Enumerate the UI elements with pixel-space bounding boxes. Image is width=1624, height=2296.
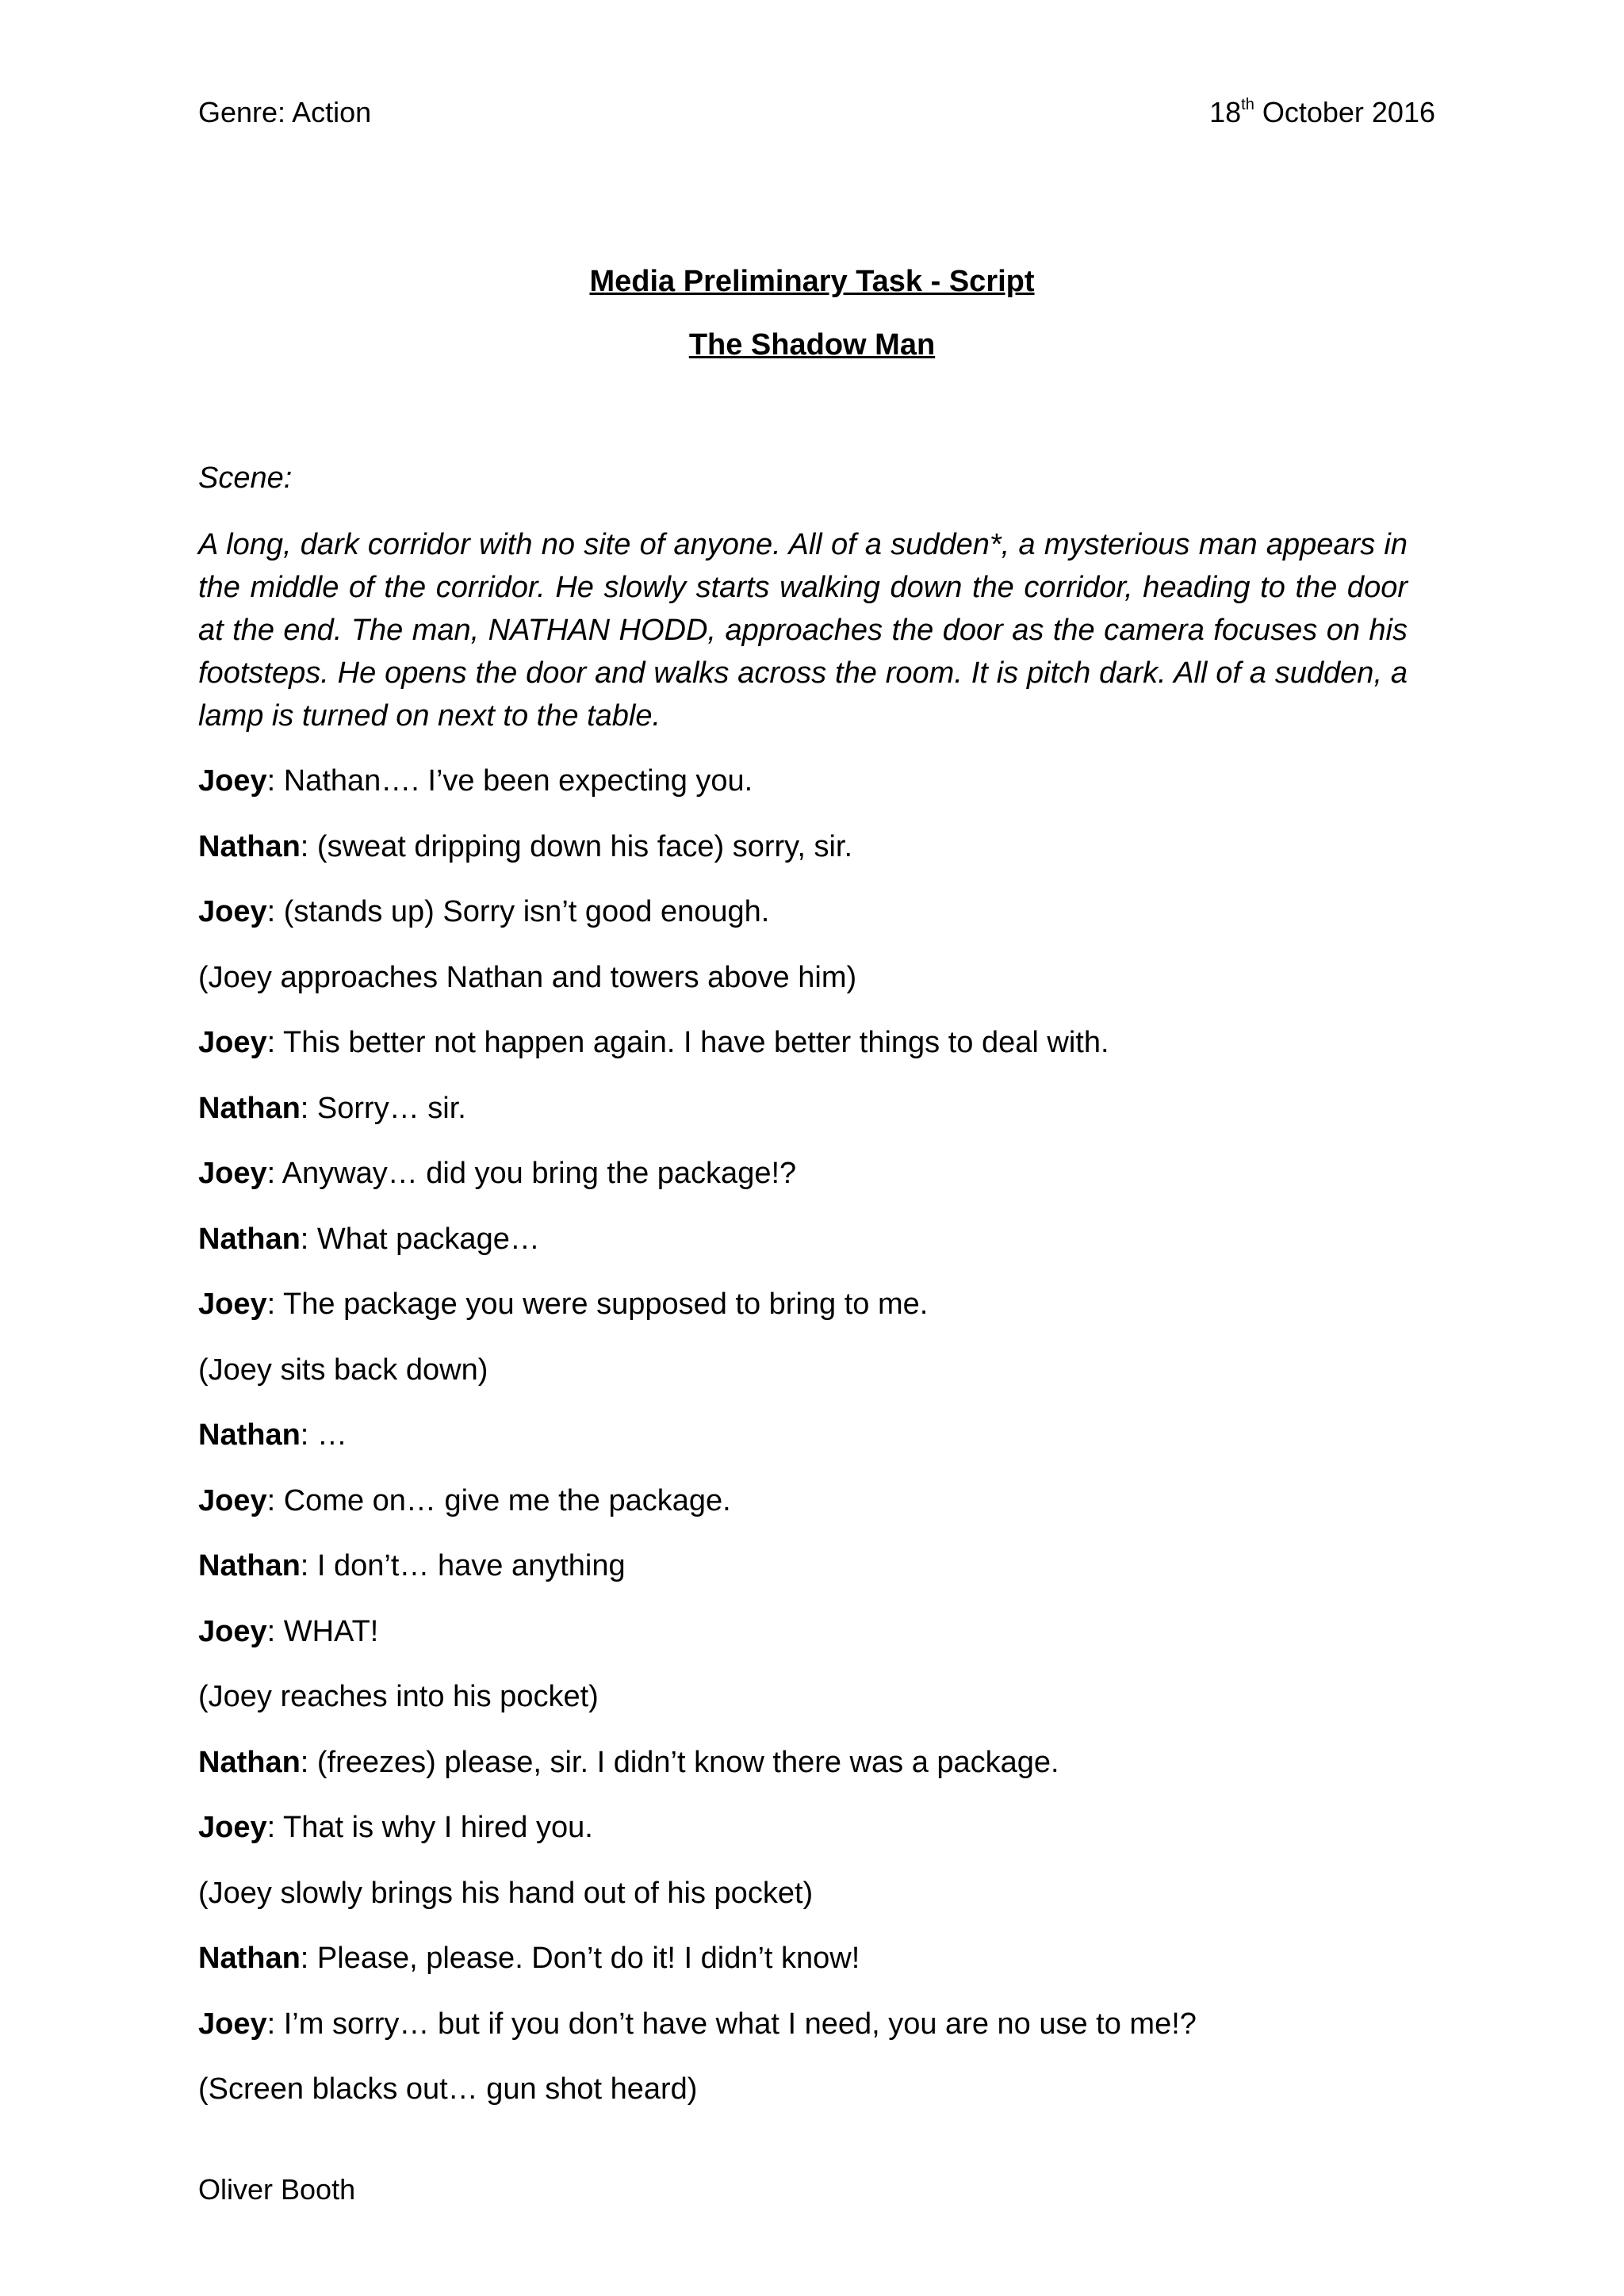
script-line — [198, 2069, 1435, 2135]
dialogue-text: : Sorry… sir. — [300, 1091, 466, 1125]
script-line — [198, 1154, 1435, 1219]
script-line — [198, 1938, 1435, 2004]
speaker-name: Nathan — [198, 1942, 301, 1975]
speaker-name: Joey — [198, 895, 267, 928]
scene-description: A long, dark corridor with no site of anyone. All of a sudden*, a mysterious man appears in the middle of the corridor. He slowly starts walking down the corridor, heading to the door at the end. The man, NATHAN HODD, approaches the door as the camera focuses on his footsteps. He opens the door and walks across the room. It is pitch dark. All of a sudden, a lamp is turned on next to the table. — [198, 528, 1408, 733]
dialogue-text: : … — [300, 1418, 347, 1452]
script-line — [198, 1612, 1435, 1678]
dialogue-text: : (sweat dripping down his face) sorry, sir. — [300, 829, 853, 863]
speaker-name: Joey — [198, 2007, 267, 2041]
speaker-name: Nathan — [198, 1549, 301, 1582]
script-line — [198, 1873, 1435, 1939]
script-line — [198, 1677, 1435, 1743]
dialogue-text: : (stands up) Sorry isn’t good enough. — [266, 895, 770, 928]
speaker-name: Joey — [198, 1811, 267, 1844]
date-month-year: October 2016 — [1254, 96, 1435, 128]
script-line — [198, 958, 1435, 1024]
script-lines — [198, 761, 1435, 2135]
stage-direction: (Joey sits back down) — [198, 1353, 488, 1387]
date-day: 18 — [1209, 96, 1242, 128]
speaker-name: Joey — [198, 1157, 267, 1190]
speaker-name: Joey — [198, 1026, 267, 1059]
script-title: The Shadow Man — [688, 328, 936, 362]
dialogue-text: : The package you were supposed to bring to me. — [266, 1288, 929, 1321]
date-suffix: th — [1241, 96, 1254, 113]
script-line — [198, 1481, 1435, 1547]
dialogue-text: : Please, please. Don’t do it! I didn’t know! — [300, 1942, 860, 1975]
script-line — [198, 1743, 1435, 1808]
dialogue-text: : (freezes) please, sir. I didn’t know there was a package. — [300, 1745, 1059, 1779]
stage-direction: (Joey reaches into his pocket) — [198, 1680, 599, 1713]
stage-direction: (Joey slowly brings his hand out of his pocket) — [198, 1876, 814, 1910]
speaker-name: Nathan — [198, 1418, 301, 1452]
author-footer: Oliver Booth — [198, 2173, 356, 2206]
script-line — [198, 1284, 1435, 1350]
date-header — [1209, 94, 1435, 132]
script-line — [198, 892, 1435, 958]
dialogue-text: : I don’t… have anything — [300, 1549, 626, 1582]
speaker-name: Nathan — [198, 1091, 301, 1125]
genre-header: Genre: Action — [198, 96, 372, 128]
script-line — [198, 1415, 1435, 1481]
script-line — [198, 1219, 1435, 1285]
scene-label: Scene: — [198, 461, 293, 495]
speaker-name: Joey — [198, 1614, 267, 1648]
document-title: Media Preliminary Task - Script — [589, 265, 1035, 298]
script-line — [198, 2004, 1435, 2070]
dialogue-text: : Come on… give me the package. — [266, 1483, 731, 1517]
script-line — [198, 1089, 1435, 1154]
dialogue-text: : What package… — [300, 1222, 540, 1256]
dialogue-text: : Anyway… did you bring the package!? — [266, 1157, 797, 1190]
speaker-name: Nathan — [198, 1745, 301, 1779]
script-line — [198, 1808, 1435, 1873]
speaker-name: Joey — [198, 764, 267, 798]
stage-direction: (Joey approaches Nathan and towers above him) — [198, 960, 857, 994]
dialogue-text: : WHAT! — [266, 1614, 379, 1648]
dialogue-text: : Nathan…. I’ve been expecting you. — [266, 764, 753, 798]
script-line — [198, 1350, 1435, 1416]
script-line — [198, 1546, 1435, 1612]
speaker-name: Joey — [198, 1483, 267, 1517]
script-line — [198, 827, 1435, 893]
script-line — [198, 1023, 1435, 1089]
speaker-name: Joey — [198, 1288, 267, 1321]
dialogue-text: : I’m sorry… but if you don’t have what I need, you are no use to me!? — [266, 2007, 1197, 2041]
speaker-name: Nathan — [198, 1222, 301, 1256]
dialogue-text: : That is why I hired you. — [266, 1811, 593, 1844]
speaker-name: Nathan — [198, 829, 301, 863]
script-line — [198, 761, 1435, 827]
stage-direction: (Screen blacks out… gun shot heard) — [198, 2072, 698, 2106]
dialogue-text: : This better not happen again. I have better things to deal with. — [266, 1026, 1109, 1059]
